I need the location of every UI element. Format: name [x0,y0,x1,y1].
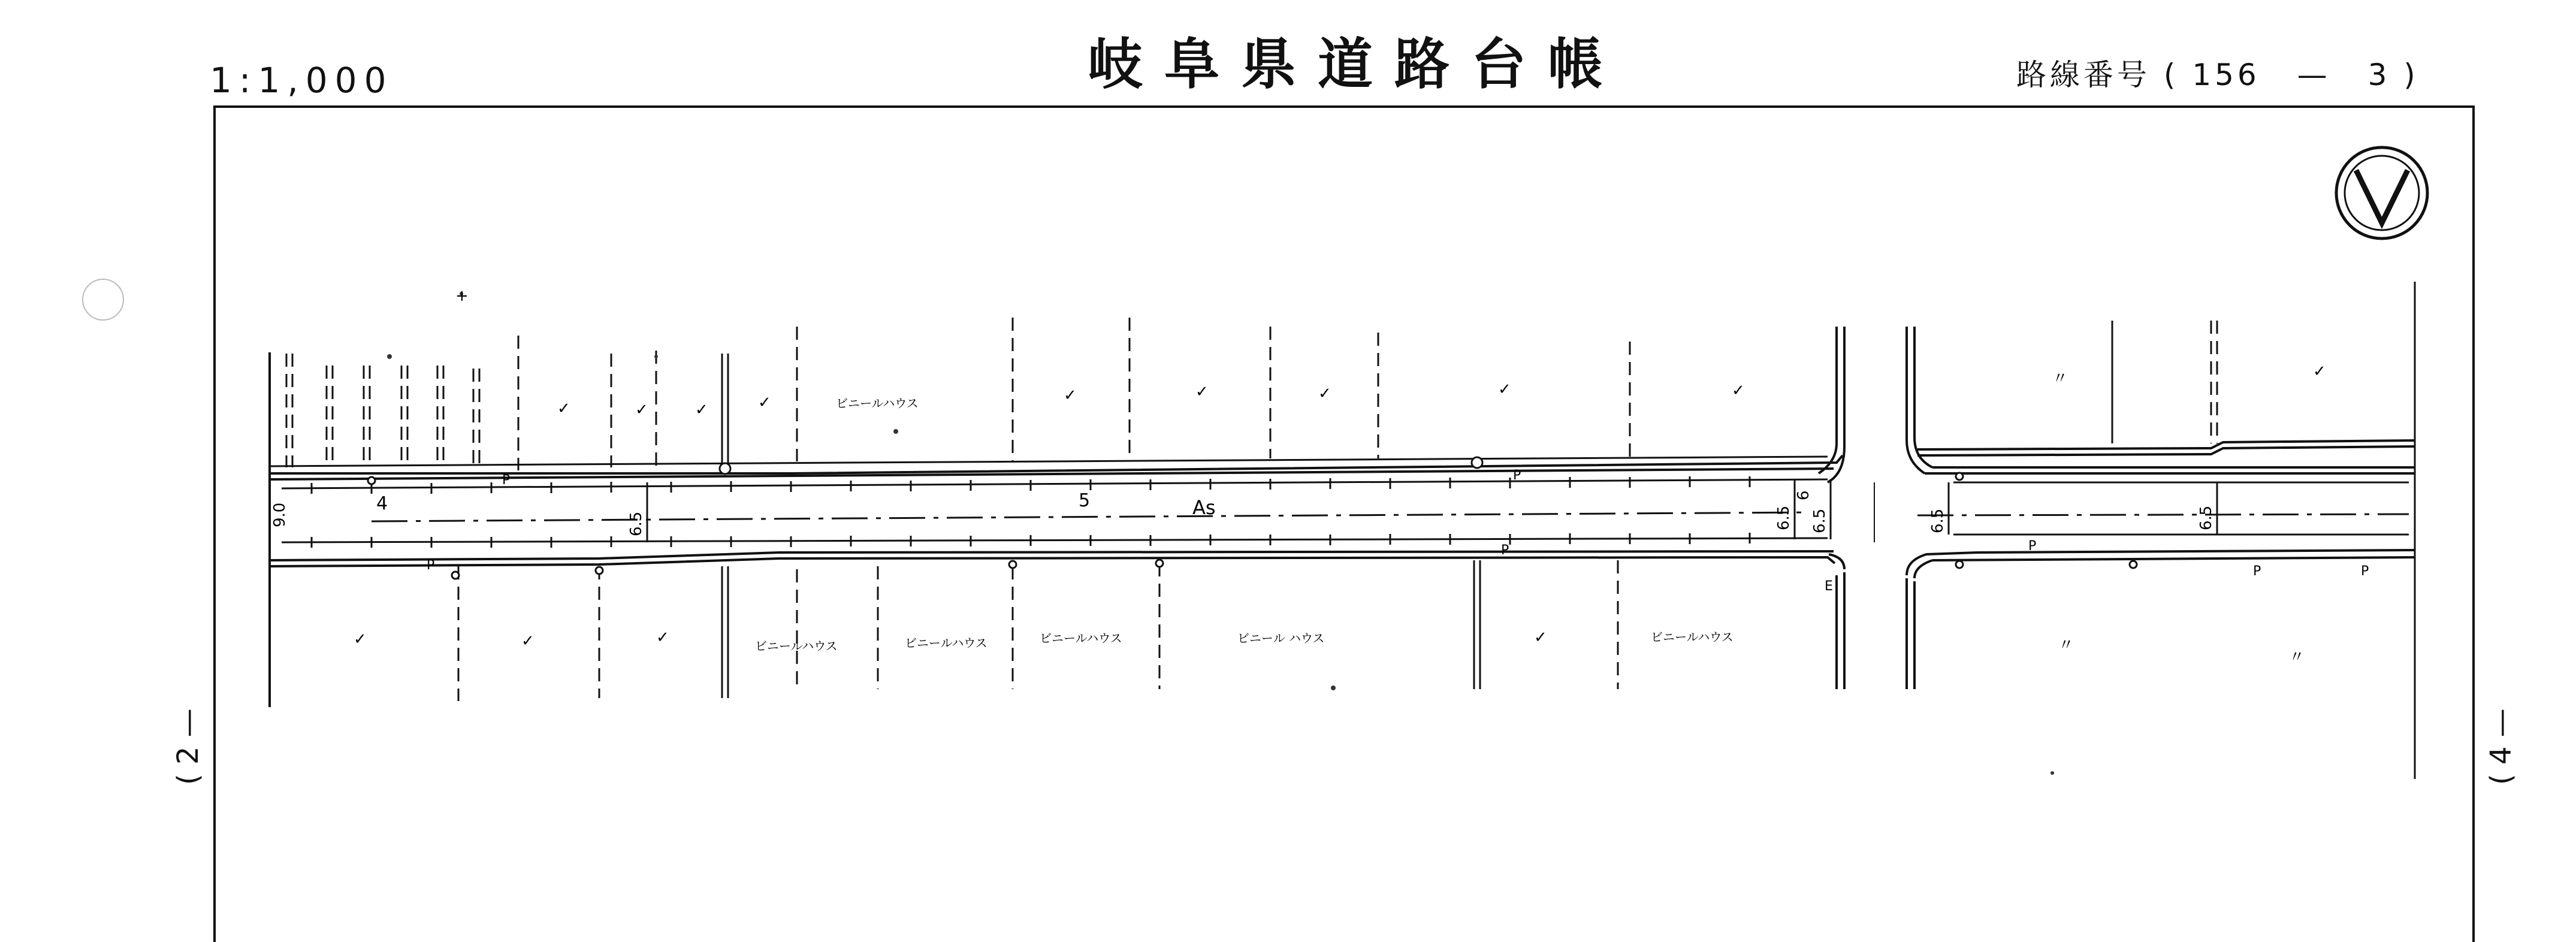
next-sheet-mark: ( 4 — [2484,708,2518,785]
width-dimensions [647,479,2217,542]
center-line-east [1917,514,2409,515]
route-number-sub: 3 [2367,58,2391,92]
same-mark: 〃 [2289,648,2305,666]
map-scale: 1:1,000 [210,60,394,101]
center-line [372,512,1810,521]
station-label-4: 4 [376,493,388,514]
field-mark: ✓ [635,401,648,419]
field-mark: ✓ [695,401,708,419]
north-arrow-icon [2336,147,2427,238]
route-number-label: 路線番号 [2016,58,2151,92]
greenhouse-label: ビニールハウス [755,639,838,653]
page-title: 岐阜県道路台帳 [1088,32,1625,96]
map-frame [215,107,2474,942]
width-label-6-5-d: 6.5 [1929,508,1947,533]
width-label-9-0: 9.0 [271,502,289,527]
field-mark: ✓ [1195,383,1209,401]
cross-street [1819,327,1977,689]
greenhouse-label: ビニールハウス [905,636,987,650]
greenhouse-label: ビニールハウス [836,396,919,410]
plus-mark: + [455,287,469,305]
field-mark: ✓ [758,394,771,412]
pavement-label: As [1192,496,1216,519]
field-mark: ✓ [1318,385,1331,403]
prev-sheet-mark: ( 2 — [171,708,205,785]
station-label-5: 5 [1079,490,1091,511]
pole-label: P [2361,564,2369,579]
road-edges-east [1917,282,2415,779]
width-label-6-5-c: 6.5 [1811,508,1829,533]
width-label-6-5-a: 6.5 [627,511,645,536]
greenhouse-label: ビニールハウス [1651,630,1734,644]
greenhouse-label: ビニールハウス [1040,631,1122,645]
field-mark: ✓ [1498,381,1511,398]
field-mark: ✓ [1064,387,1077,404]
road-edges-west [270,352,1843,707]
route-number-value: 156 [2192,58,2260,92]
pole-label: P [1501,543,1509,558]
field-mark: ✓ [2313,363,2326,381]
field-mark: ✓ [521,632,534,650]
field-mark: ✓ [1732,382,1745,400]
field-mark: ✓ [656,629,669,647]
width-label-6-5-b: 6.5 [1775,505,1793,530]
marker-label: E [1825,579,1833,594]
same-mark: 〃 [2052,370,2068,388]
lane-lines-east [1953,482,2409,535]
pole-label: P [1513,468,1521,483]
pole-label: P [2028,539,2037,554]
pole-label: P [502,473,511,488]
field-mark: ✓ [557,400,570,418]
field-mark: ✓ [1534,629,1547,647]
margin-circle [83,279,123,320]
greenhouse-label: ビニール ハウス [1237,631,1325,645]
lane-lines [282,479,1828,542]
route-number: 路線番号 ( 156 — 3 ) [2016,58,2419,92]
pole-label: P [427,558,435,573]
field-mark: ✓ [354,630,367,648]
same-mark: 〃 [2058,636,2074,654]
width-label-6-5-e: 6.5 [2197,505,2215,530]
width-label-6: 6 [1795,490,1813,500]
pole-label: P [2253,564,2261,579]
